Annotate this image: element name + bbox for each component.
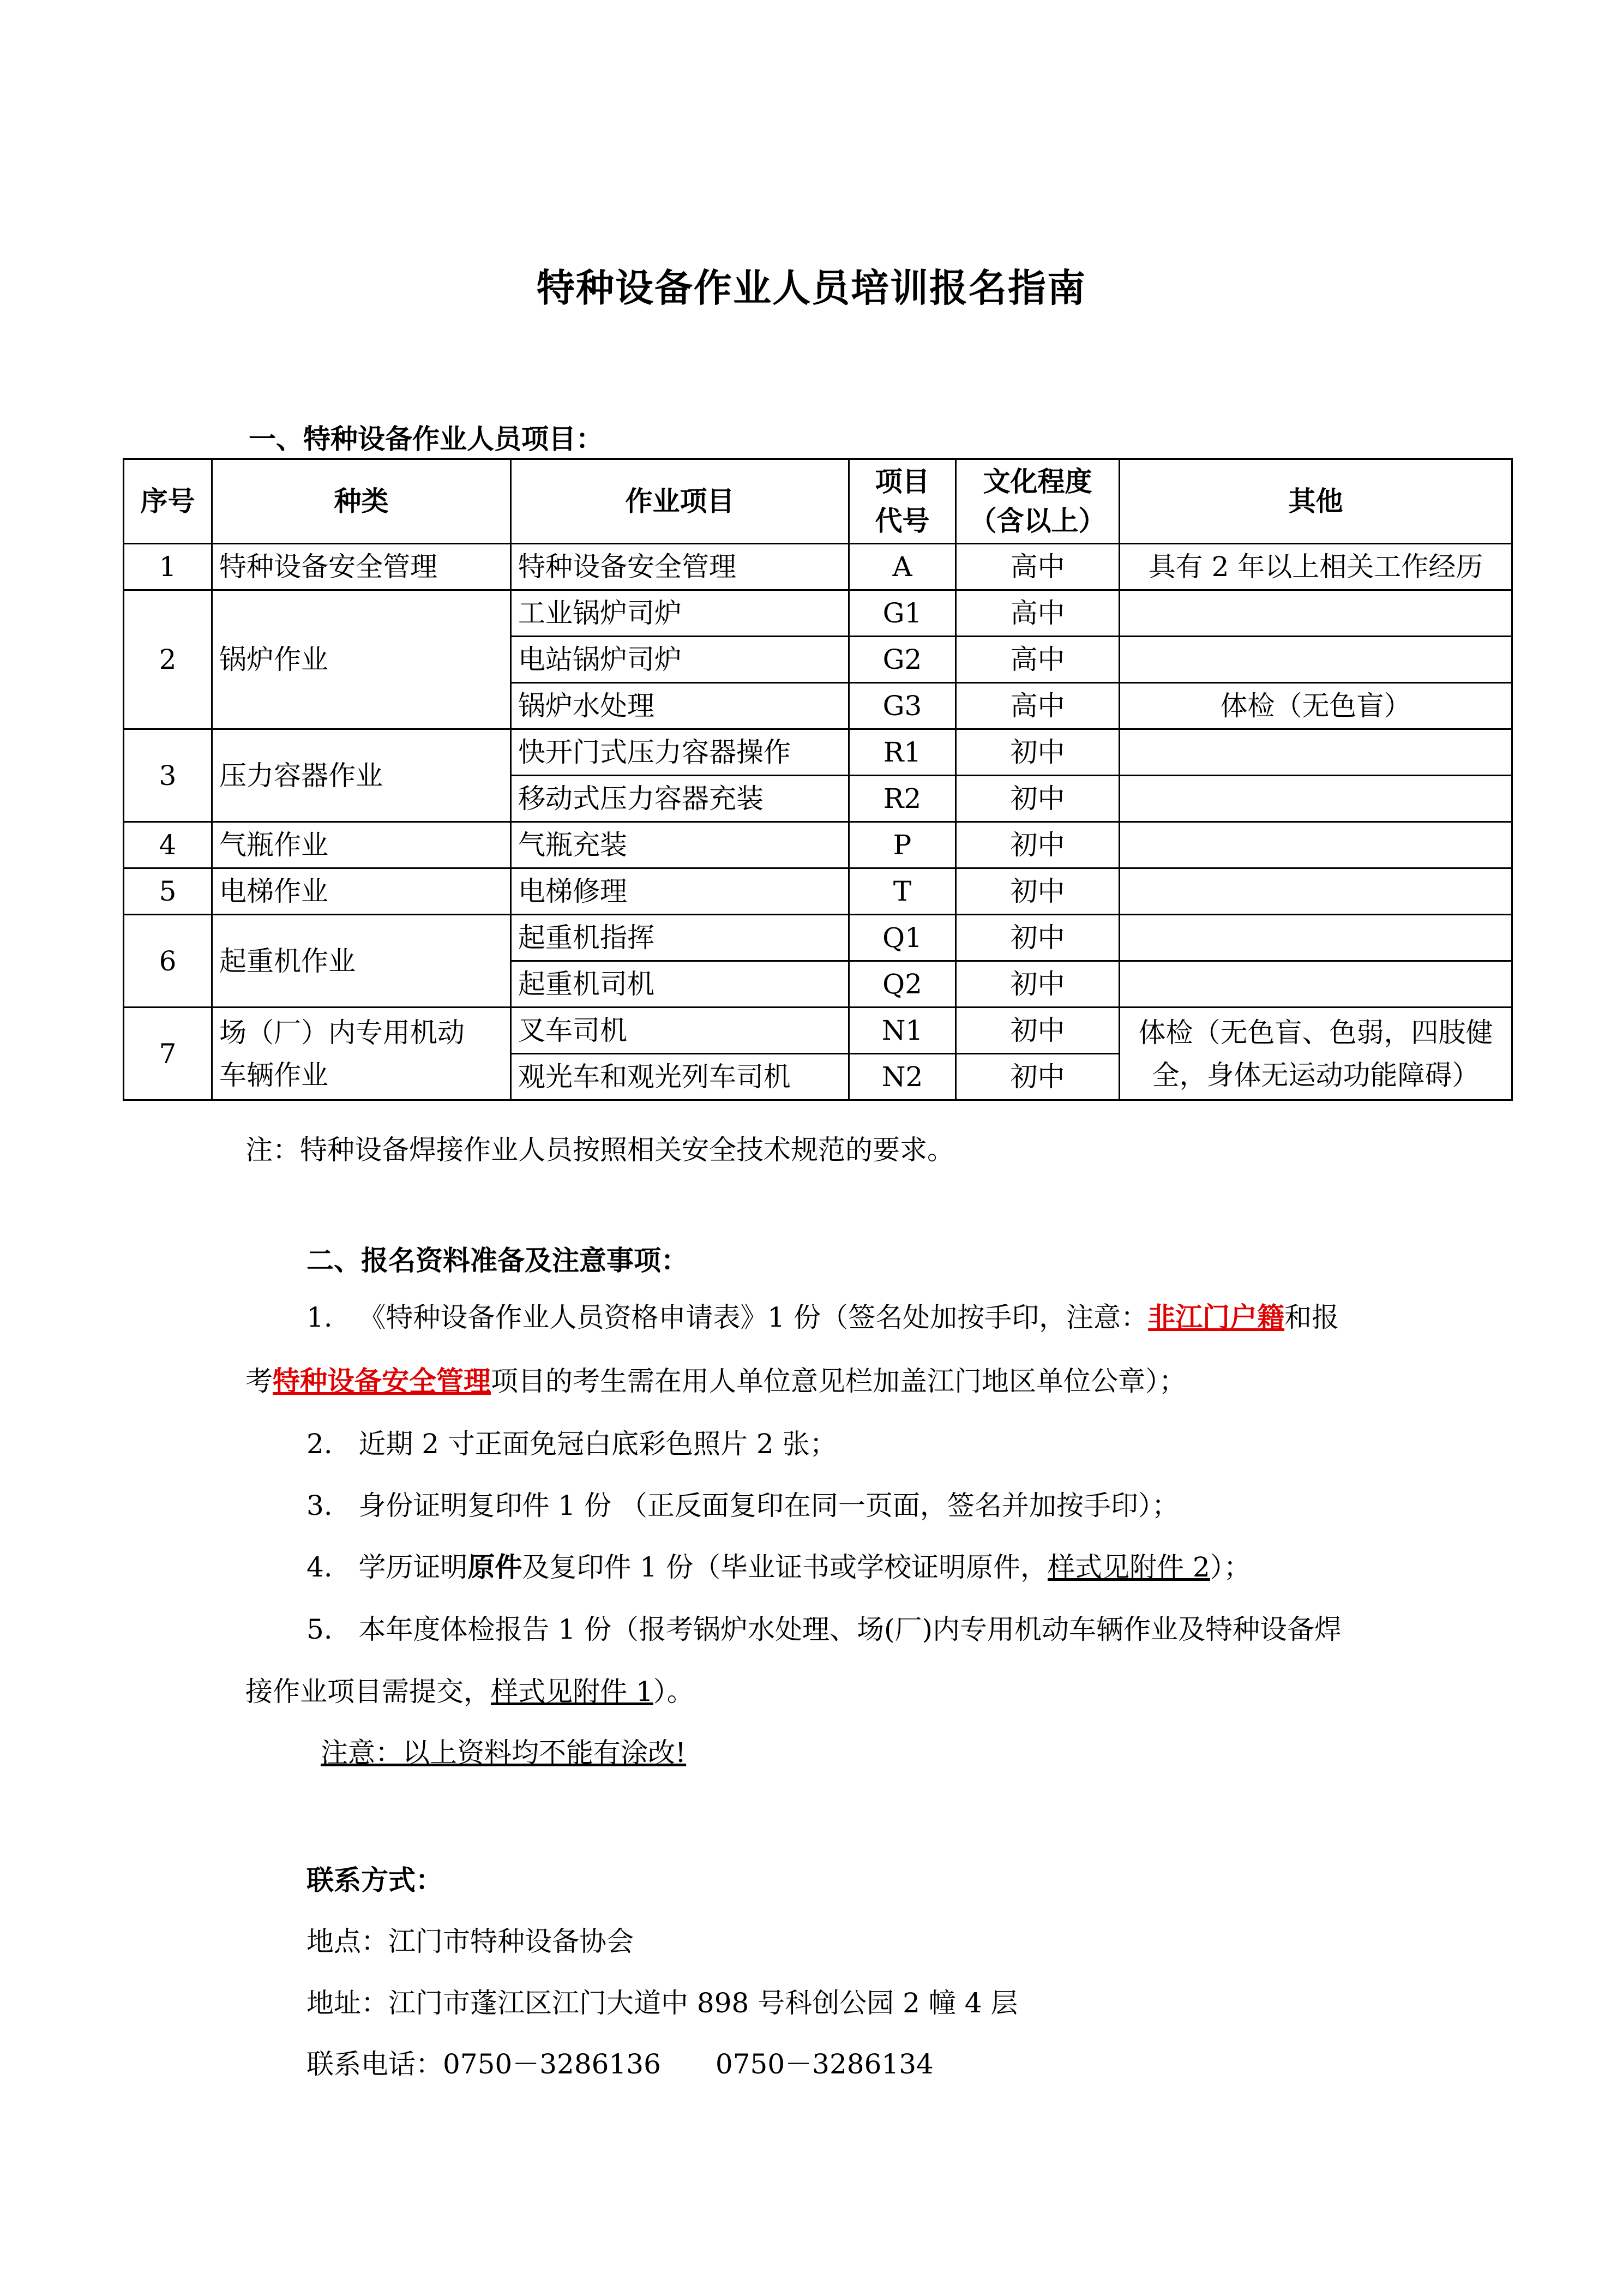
item-text: ）。 (653, 1676, 694, 1707)
item-text: 接作业项目需提交， (245, 1676, 491, 1707)
item-text: 学历证明 (358, 1551, 468, 1583)
table-note: 注：特种设备焊接作业人员按照相关安全技术规范的要求。 (245, 1134, 954, 1166)
item-text: 《特种设备作业人员资格申请表》1 份（签名处加按手印，注意： (358, 1302, 1149, 1333)
item-number: 4. (306, 1551, 333, 1583)
requirement-item-5-line2 (245, 1672, 694, 1711)
cell-other (1120, 729, 1512, 776)
cell-code: G3 (849, 683, 956, 729)
cell-code: Q2 (849, 961, 956, 1008)
category-line2: 车辆作业 (219, 1059, 328, 1091)
header-edu-line2: （含以上） (969, 505, 1106, 537)
requirement-item-3 (306, 1486, 1179, 1525)
header-item: 作业项目 (511, 459, 849, 544)
header-category: 种类 (212, 459, 511, 544)
cell-other (1120, 868, 1512, 915)
item-text: 本年度体检报告 1 份（报考锅炉水处理、场(厂)内专用机动车辆作业及特种设备焊 (358, 1614, 1342, 1645)
cell-seq: 1 (124, 544, 212, 590)
cell-seq: 4 (124, 822, 212, 868)
requirement-item-5-line1 (306, 1610, 1342, 1648)
contact-place: 地点：江门市特种设备协会 (306, 1926, 634, 1957)
cell-other (1120, 637, 1512, 683)
cell-category (212, 1008, 511, 1100)
table-header-row (124, 459, 1512, 544)
cell-code: R2 (849, 776, 956, 822)
cell-category: 起重机作业 (212, 915, 511, 1008)
cell-seq: 2 (124, 590, 212, 729)
table-row (124, 868, 1512, 915)
cell-item: 特种设备安全管理 (511, 544, 849, 590)
item-number: 5. (306, 1614, 333, 1645)
cell-seq: 5 (124, 868, 212, 915)
cell-item: 起重机指挥 (511, 915, 849, 961)
item-number: 2. (306, 1428, 333, 1460)
header-education (956, 459, 1120, 544)
cell-education: 初中 (956, 1008, 1120, 1054)
cell-item: 锅炉水处理 (511, 683, 849, 729)
category-line1: 场（厂）内专用机动 (219, 1016, 465, 1048)
cell-code: R1 (849, 729, 956, 776)
header-code (849, 459, 956, 544)
cell-item: 起重机司机 (511, 961, 849, 1008)
header-edu-line1: 文化程度 (983, 465, 1092, 497)
cell-education: 初中 (956, 961, 1120, 1008)
item-text: 近期 2 寸正面免冠白底彩色照片 2 张； (358, 1428, 837, 1460)
section1-heading: 一、特种设备作业人员项目： (249, 423, 603, 455)
item-text: 身份证明复印件 1 份 （正反面复印在同一页面，签名并加按手印）； (358, 1490, 1179, 1521)
cell-other (1120, 822, 1512, 868)
operator-items-table (123, 458, 1513, 1101)
item-text: ）； (1210, 1551, 1251, 1583)
cell-other (1120, 776, 1512, 822)
header-code-line1: 项目 (875, 465, 930, 497)
cell-item: 叉车司机 (511, 1008, 849, 1054)
cell-other (1120, 961, 1512, 1008)
bold-original: 原件 (467, 1551, 522, 1583)
cell-education: 高中 (956, 544, 1120, 590)
requirement-item-1-line2 (245, 1362, 1186, 1400)
cell-seq: 7 (124, 1008, 212, 1100)
cell-item: 快开门式压力容器操作 (511, 729, 849, 776)
cell-code: N2 (849, 1054, 956, 1100)
header-code-line2: 代号 (875, 505, 930, 537)
attachment-2-reference: 样式见附件 2 (1048, 1551, 1210, 1583)
section2-heading: 二、报名资料准备及注意事项： (306, 1244, 688, 1276)
cell-item: 电站锅炉司炉 (511, 637, 849, 683)
cell-item: 电梯修理 (511, 868, 849, 915)
cell-education: 初中 (956, 776, 1120, 822)
cell-seq: 6 (124, 915, 212, 1008)
cell-code: P (849, 822, 956, 868)
cell-education: 初中 (956, 868, 1120, 915)
item-number: 1. (306, 1302, 333, 1333)
cell-item: 观光车和观光列车司机 (511, 1054, 849, 1100)
cell-code: G1 (849, 590, 956, 637)
cell-other (1120, 590, 1512, 637)
cell-item: 移动式压力容器充装 (511, 776, 849, 822)
cell-education: 初中 (956, 915, 1120, 961)
cell-item: 气瓶充装 (511, 822, 849, 868)
cell-education: 高中 (956, 683, 1120, 729)
cell-category: 气瓶作业 (212, 822, 511, 868)
header-other: 其他 (1120, 459, 1512, 544)
cell-code: Q1 (849, 915, 956, 961)
table-row (124, 822, 1512, 868)
cell-education: 初中 (956, 729, 1120, 776)
attachment-1-reference: 样式见附件 1 (491, 1676, 653, 1707)
cell-other (1120, 915, 1512, 961)
cell-code: N1 (849, 1008, 956, 1054)
highlight-non-jiangmen: 非江门户籍 (1148, 1301, 1285, 1333)
cell-education: 初中 (956, 822, 1120, 868)
other-line1: 体检（无色盲、色弱，四肢健 (1138, 1016, 1493, 1048)
cell-education: 高中 (956, 590, 1120, 637)
item-text: 项目的考生需在用人单位意见栏加盖江门地区单位公章）； (491, 1365, 1186, 1397)
contact-heading: 联系方式： (306, 1864, 443, 1896)
item-text: 和报 (1284, 1302, 1339, 1333)
cell-category: 压力容器作业 (212, 729, 511, 822)
contact-address: 地址：江门市蓬江区江门大道中 898 号科创公园 2 幢 4 层 (306, 1987, 1018, 2019)
contact-phone: 联系电话：0750－3286136 0750－3286134 (306, 2048, 934, 2080)
cell-other (1120, 1008, 1512, 1100)
cell-other: 体检（无色盲） (1120, 683, 1512, 729)
highlight-safety-management: 特种设备安全管理 (273, 1365, 491, 1397)
requirement-item-2 (306, 1425, 837, 1463)
cell-education: 高中 (956, 637, 1120, 683)
table-row (124, 1008, 1512, 1054)
page-title: 特种设备作业人员培训报名指南 (537, 265, 1086, 310)
cell-item: 工业锅炉司炉 (511, 590, 849, 637)
no-alteration-warning: 注意：以上资料均不能有涂改! (321, 1737, 687, 1769)
table-row (124, 590, 1512, 637)
cell-category: 电梯作业 (212, 868, 511, 915)
cell-education: 初中 (956, 1054, 1120, 1100)
cell-code: G2 (849, 637, 956, 683)
cell-seq: 3 (124, 729, 212, 822)
table-row (124, 544, 1512, 590)
item-number: 3. (306, 1490, 333, 1521)
table-row (124, 915, 1512, 961)
cell-code: T (849, 868, 956, 915)
header-seq: 序号 (124, 459, 212, 544)
requirement-item-4 (306, 1548, 1251, 1586)
cell-other: 具有 2 年以上相关工作经历 (1120, 544, 1512, 590)
cell-code: A (849, 544, 956, 590)
table-row (124, 729, 1512, 776)
item-text: 及复印件 1 份（毕业证书或学校证明原件， (522, 1551, 1048, 1583)
requirement-item-1-line1 (306, 1298, 1339, 1336)
item-text: 考 (245, 1365, 273, 1397)
other-line2: 全，身体无运动功能障碍） (1152, 1059, 1480, 1091)
cell-category: 锅炉作业 (212, 590, 511, 729)
cell-category: 特种设备安全管理 (212, 544, 511, 590)
